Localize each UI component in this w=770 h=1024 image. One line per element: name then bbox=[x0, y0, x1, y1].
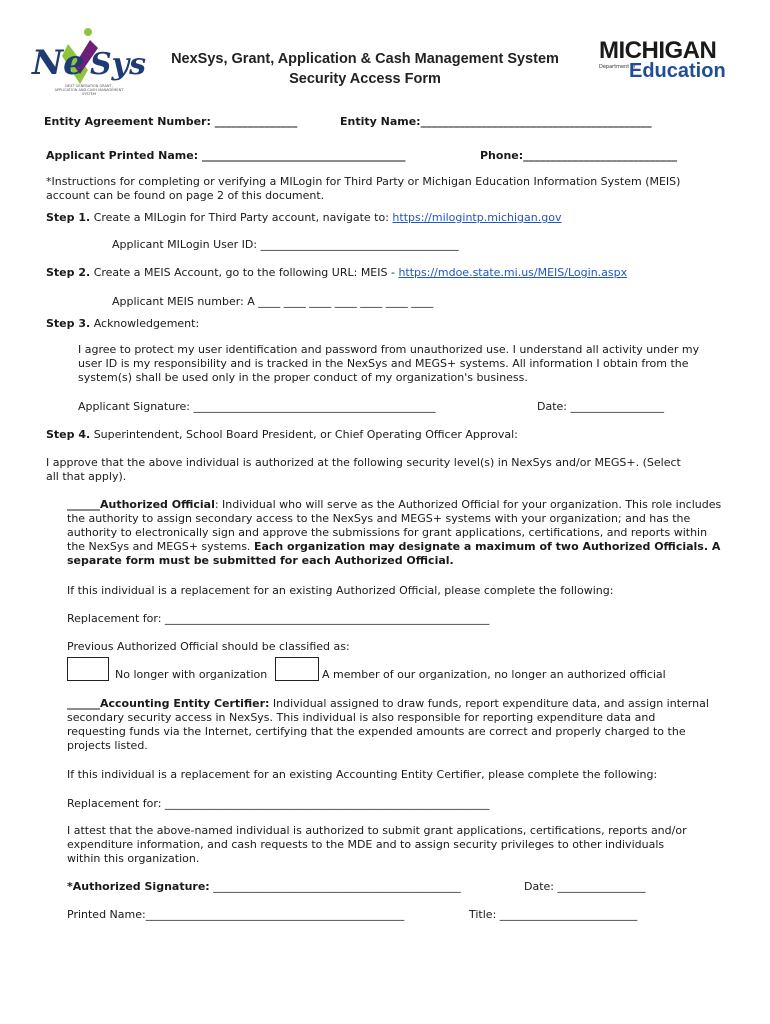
nexsys-logo-subtitle: NEXT GENERATION GRANT, APPLICATION AND CASH MANAGEMENT SYSTEM bbox=[54, 84, 124, 96]
step4-label: Step 4. bbox=[46, 428, 91, 441]
milogin-user-id-field[interactable]: Applicant MILogin User ID: ____________________________________ bbox=[112, 238, 459, 251]
step3-label: Step 3. bbox=[46, 317, 91, 330]
ao-previous-classified: Previous Authorized Official should be classified as: bbox=[67, 640, 350, 653]
authorized-official-desc: : Individual who will serve as the Authorized Official for your organization. This role includes the authority to assign secondary access to the NexSys and MEGS+ systems with your organization; and has the authority to electronically sign and approve the submissions for grant applications, certifications, and reports within the NexSys and MEGS+ systems. bbox=[67, 498, 722, 553]
svg-text:Ne: Ne bbox=[32, 43, 85, 83]
authorized-official-limit: Each organization may designate a maximum of two Authorized Officials. A separate form must be submitted for each Authorized Official. bbox=[67, 540, 721, 567]
logo-michigan-word: MICHIGAN bbox=[599, 37, 717, 64]
step1-line bbox=[46, 211, 561, 224]
logo-department-of: Department of bbox=[599, 64, 636, 70]
accounting-entity-certifier-block bbox=[67, 697, 717, 753]
ao-replacement-intro: If this individual is a replacement for an existing Authorized Official, please complete the following: bbox=[67, 584, 614, 597]
meis-link[interactable]: https://mdoe.state.mi.us/MEIS/Login.aspx bbox=[398, 266, 628, 279]
acknowledgement-paragraph: I agree to protect my user identification and password from unauthorized use. I understand all activity under my user ID is my responsibility and is tracked in the NexSys and MEGS+ systems. All information I obtain from the system(s) shall be used only in the proper conduct of my organization's business. bbox=[78, 343, 700, 384]
no-longer-with-org-checkbox[interactable] bbox=[67, 657, 109, 681]
aec-title: Accounting Entity Certifier: bbox=[100, 697, 270, 710]
authorized-signature-line bbox=[67, 880, 461, 893]
step1-label: Step 1. bbox=[46, 211, 91, 224]
no-longer-with-org-label: No longer with organization bbox=[115, 668, 268, 681]
instructions-note: *Instructions for completing or verifying a MILogin for Third Party or Michigan Education Information System (MEIS) account can be found on page 2 of this document. bbox=[46, 175, 681, 202]
step1-text: Create a MILogin for Third Party account, navigate to: bbox=[93, 211, 389, 224]
member-no-longer-ao-checkbox[interactable] bbox=[275, 657, 319, 681]
step3-text: Acknowledgement: bbox=[93, 317, 200, 330]
aec-desc: Individual assigned to draw funds, report expenditure data, and assign internal secondary security access in NexSys. This individual is also responsible for reporting expenditure data and requesting funds via the Internet, certifying that the expended amounts are correct and properly charged to the projects listed. bbox=[67, 697, 709, 752]
logo-education-word: Education bbox=[629, 60, 726, 82]
authorized-official-block bbox=[67, 498, 727, 568]
step2-text: Create a MEIS Account, go to the following URL: MEIS - bbox=[93, 266, 395, 279]
authorized-signature-label: *Authorized Signature: bbox=[67, 880, 210, 893]
step2-line bbox=[46, 266, 627, 279]
aec-replacement-intro: If this individual is a replacement for an existing Accounting Entity Certifier, please complete the following: bbox=[67, 768, 658, 781]
approval-statement: I approve that the above individual is authorized at the following security level(s) in NexSys and/or MEGS+. (Select all that apply). bbox=[46, 456, 681, 483]
svg-text:Sys: Sys bbox=[90, 47, 146, 82]
title-field[interactable]: Title: _________________________ bbox=[469, 908, 638, 921]
entity-name-field[interactable]: Entity Name:__________________________________________ bbox=[340, 115, 652, 128]
member-no-longer-ao-label: A member of our organization, no longer an authorized official bbox=[322, 668, 666, 681]
authorized-official-title: Authorized Official bbox=[100, 498, 215, 511]
authorized-date-field[interactable]: Date: ________________ bbox=[524, 880, 646, 893]
ao-replacement-field[interactable]: Replacement for: ___________________________________________________________ bbox=[67, 612, 490, 625]
step3-line bbox=[46, 317, 199, 330]
michigan-education-logo bbox=[597, 32, 737, 88]
meis-number-field[interactable]: Applicant MEIS number: A ____ ____ ____ ____ ____ ____ ____ bbox=[112, 295, 434, 308]
printed-name-field[interactable]: Printed Name:_______________________________________________ bbox=[67, 908, 405, 921]
nexsys-logo bbox=[28, 22, 146, 102]
authorized-signature-field[interactable]: _____________________________________________ bbox=[209, 880, 461, 893]
step4-line bbox=[46, 428, 518, 441]
aec-replacement-field[interactable]: Replacement for: ___________________________________________________________ bbox=[67, 797, 490, 810]
step2-label: Step 2. bbox=[46, 266, 91, 279]
attestation-paragraph: I attest that the above-named individual is authorized to submit grant applications, certifications, reports and/or expenditure information, and cash requests to the MDE and to assign security privileges to other individuals within this organization. bbox=[67, 824, 687, 865]
authorized-official-checkline[interactable]: ______ bbox=[67, 498, 100, 511]
applicant-signature-field[interactable]: Applicant Signature: ____________________________________________ bbox=[78, 400, 436, 413]
applicant-printed-name-field[interactable]: Applicant Printed Name: _____________________________________ bbox=[46, 149, 406, 162]
milogin-link[interactable]: https://milogintp.michigan.gov bbox=[392, 211, 562, 224]
step4-text: Superintendent, School Board President, or Chief Operating Officer Approval: bbox=[93, 428, 518, 441]
entity-agreement-number-field[interactable]: Entity Agreement Number: _______________ bbox=[44, 115, 298, 128]
form-title-line2: Security Access Form bbox=[289, 71, 441, 87]
phone-field[interactable]: Phone:____________________________ bbox=[480, 149, 678, 162]
aec-checkline[interactable]: ______ bbox=[67, 697, 100, 710]
applicant-date-field[interactable]: Date: _________________ bbox=[537, 400, 664, 413]
form-title-line1: NexSys, Grant, Application & Cash Management System bbox=[171, 51, 559, 67]
